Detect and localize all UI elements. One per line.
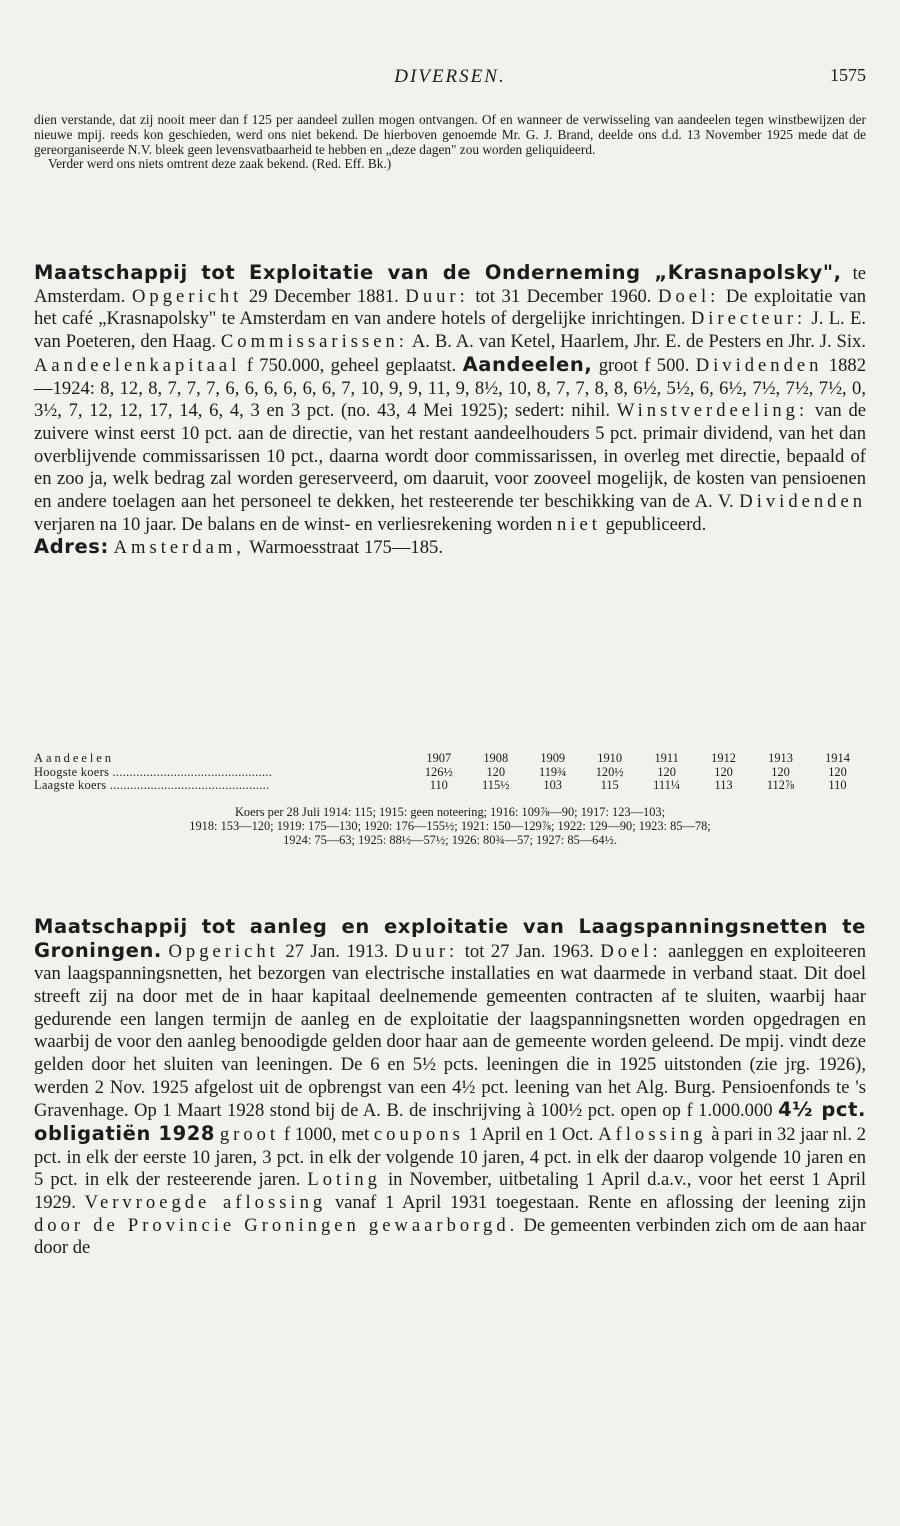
- field-label-doel: Doel:: [600, 940, 662, 962]
- table-cell: 115: [600, 778, 619, 793]
- koers-notes: [34, 805, 866, 847]
- field-doel: aanleggen en exploiteeren van laagspanningsnetten, het bezorgen van electrische installaties en wat daarmede in verband staat. Dit doel streeft zij na door met de in haar kapitaal deelnemende gemeenten contracten af te sluiten, waarbij haar gedurende een langen termijn de aanleg en de exploitatie der laagspanningsnetten worden opgedragen en waarbij de voor den aanleg benoodigde gelden door haar aan de gemeente worden geleend. De mpij. vindt deze gelden door het sluiten van leeningen. De 6 en 5½ pcts. leeningen die in 1925 uitstonden (zie jrg. 1926), werden 2 Nov. 1925 afgelost uit de opbrengst van een 4½ pct. leening van het Alg. Burg. Pensioenfonds te 's Gravenhage. Op 1 Maart 1928 stond bij de A. B. de inschrijving à 100½ pct. open op f 1.000.000: [34, 940, 867, 1122]
- field-winstverdeeling: van de zuivere winst eerst 10 pct. aan de directie, van het restant aandeelhouders 5 pct. primair dividend, van het dan overblijvende commissarissen 10 pct., daarna wordt door commissarissen, in overleg met directie, bepaald of en zoo ja, welk bedrag zal worden gereserveerd, om daaruit, voor zooveel mogelijk, de kosten van pensioenen en andere toelagen aan het personeel te dekken, het resteerende ter beschikking van de A. V.: [34, 400, 866, 513]
- field-kapitaal: f 750.000, geheel geplaatst.: [246, 354, 457, 376]
- field-duur: tot 27 Jan. 1963.: [464, 940, 594, 962]
- field-dividenden: 1882—1924: 8, 12, 8, 7, 7, 7, 6, 6, 6, 6, 6, 6, 7, 10, 9, 9, 11, 9, 8½, 10, 8, 7, 7, 8, 8, 6½, 5½, 6, 6½, 7½, 7½, 7½, 0, 3½, 7, 12, 12, 17, 14, 6, 4, 3 en 3 pct. (no. 43, 4 Mei 1925); sedert: nihil.: [34, 354, 866, 422]
- field-label-niet: niet: [557, 513, 601, 535]
- koers-note-line: 1924: 75—63; 1925: 88½—57½; 1926: 80¾—57; 1927: 85—64½.: [283, 833, 617, 847]
- entry-krasnapolsky: [34, 262, 866, 560]
- table-cell: 120: [657, 764, 676, 779]
- field-adres-street: Warmoesstraat 175—185.: [249, 537, 443, 559]
- year-cell: 1911: [654, 751, 679, 765]
- field-label-directeur: Directeur:: [690, 308, 807, 330]
- koers-note-line: 1918: 153—120; 1919: 175—130; 1920: 176—155½; 1921: 150—129⅞; 1922: 129—90; 1923: 85—78;: [189, 819, 711, 833]
- field-label-vervroegde: Vervroegde aflossing: [84, 1191, 327, 1213]
- year-cell: 1913: [768, 751, 793, 765]
- field-label-dividenden: Dividenden: [695, 354, 823, 376]
- field-label-doel: Doel:: [658, 285, 720, 307]
- field-label-winstverdeeling: Winstverdeeling:: [616, 400, 809, 422]
- field-label-commissarissen: Commissarissen:: [220, 331, 408, 353]
- field-label-opgericht: Opgericht: [168, 940, 279, 962]
- field-groot: f 1000, met: [283, 1123, 370, 1145]
- field-verjaren: verjaren na 10 jaar. De balans en de winst- en verliesrekening worden: [34, 513, 553, 535]
- continuation-text: dien verstande, dat zij nooit meer dan f 125 per aandeel zullen mogen ontvangen. Of en wanneer de verwisseling van aandeelen tegen winstbewijzen der nieuwe mpij. reeds kon geschieden, werd ons niet bekend. De hierboven genoemde Mr. G. J. Brand, deelde ons d.d. 13 November 1925 mede dat de gereorganiseerde N.V. bleek geen levensvatbaarheid te hebben en „deze dagen" zou worden geliquideerd.: [34, 112, 866, 157]
- table-cell: 120: [486, 764, 506, 779]
- field-aandeelen: groot f 500.: [598, 354, 690, 376]
- field-label-aflossing: Aflossing: [598, 1123, 707, 1145]
- table-cell: 113: [714, 778, 733, 793]
- field-opgericht: 27 Jan. 1913.: [285, 940, 389, 962]
- field-vervroegde: vanaf 1 April 1931 toegestaan. Rente en aflossing der leening zijn: [334, 1191, 867, 1213]
- field-loting: in November, uitbetaling 1 April d.a.v., voor het eerst 1 April 1929.: [34, 1169, 866, 1213]
- previous-entry-continuation: [34, 113, 866, 172]
- editorial-note: Verder werd ons niets omtrent deze zaak bekend. (Red. Eff. Bk.): [48, 156, 392, 172]
- table-cell: 110: [828, 778, 847, 793]
- field-label-verjaren: Dividenden: [739, 491, 867, 513]
- year-cell: 1912: [711, 751, 736, 765]
- company-name: Maatschappij tot Exploitatie van de Onderneming „Krasnapolsky",: [34, 261, 842, 284]
- field-label-aandeelen: Aandeelen,: [462, 352, 593, 376]
- field-label-kapitaal: Aandeelenkapitaal: [34, 354, 241, 376]
- table-cell: 111¼: [653, 778, 681, 793]
- table-cell: 110: [429, 778, 448, 793]
- field-label-coupons: coupons: [373, 1123, 464, 1145]
- year-cell: 1907: [426, 751, 452, 765]
- year-cell: 1908: [483, 751, 509, 765]
- table-row: [34, 779, 866, 793]
- field-adres-city: Amsterdam,: [113, 537, 245, 559]
- field-label-opgericht: Opgericht: [131, 285, 243, 307]
- field-doel: De exploitatie van het café „Krasnapolsky" te Amsterdam en van andere hotels of dergelijke inrichtingen.: [34, 285, 867, 330]
- field-aflossing: à pari in 32 jaar nl. 2 pct. in elk der eerste 10 jaren, 3 pct. in elk der volgende 10 jaren, 4 pct. in elk der daarop volgende 10 jaren en 5 pct. in elk der resteerende jaren.: [34, 1123, 867, 1191]
- table-header-row: [34, 752, 866, 766]
- field-door-provincie: door de Provincie Groningen gewaarborgd.: [34, 1214, 519, 1236]
- field-label-duur: Duur:: [405, 285, 469, 307]
- page-header: [34, 62, 866, 92]
- field-tail: De gemeenten verbinden zich om de aan haar door de: [34, 1214, 866, 1259]
- field-obligatien: 4½ pct. obligatiën 1928: [34, 1098, 866, 1145]
- field-gepubliceerd: gepubliceerd.: [605, 513, 707, 535]
- company-name: Maatschappij tot aanleg en exploitatie van Laagspanningsnetten te Groningen.: [34, 915, 866, 962]
- entry-laagspanningsnetten: [34, 916, 866, 1260]
- company-location: te Amsterdam.: [34, 263, 866, 307]
- field-opgericht: 29 December 1881.: [248, 285, 399, 307]
- page-number: 1575: [830, 65, 866, 85]
- table-row: [34, 766, 866, 780]
- row-label: Hoogste koers ...............................................: [34, 764, 273, 779]
- table-cell: 120: [828, 764, 847, 779]
- running-title: DIVERSEN.: [394, 66, 506, 87]
- year-cell: 1914: [825, 751, 850, 765]
- table-header-label: Aandeelen: [34, 751, 114, 765]
- field-coupons: 1 April en 1 Oct.: [468, 1123, 594, 1145]
- price-table: [34, 752, 866, 793]
- field-label-adres: Adres:: [34, 535, 109, 559]
- field-label-duur: Duur:: [394, 940, 459, 962]
- field-commissarissen: A. B. A. van Ketel, Haarlem, Jhr. E. de Pesters en Jhr. J. Six.: [411, 331, 866, 353]
- year-cell: 1910: [597, 751, 623, 765]
- table-cell: 119¾: [539, 764, 567, 779]
- field-duur: tot 31 December 1960.: [475, 285, 652, 307]
- field-directeur: J. L. E. van Poeteren, den Haag.: [34, 308, 867, 353]
- year-cell: 1909: [540, 751, 566, 765]
- table-cell: 120: [771, 764, 790, 779]
- table-cell: 120½: [595, 764, 624, 779]
- table-cell: 120: [714, 764, 733, 779]
- koers-note-line: Koers per 28 Juli 1914: 115; 1915: geen noteering; 1916: 109⅞—90; 1917: 123—103;: [234, 805, 666, 819]
- row-label: Laagste koers ...............................................: [34, 778, 270, 793]
- table-cell: 115½: [482, 778, 510, 793]
- field-label-groot: groot: [219, 1123, 280, 1145]
- table-cell: 112⅞: [766, 778, 795, 793]
- table-cell: 126½: [424, 764, 453, 779]
- field-label-loting: Loting: [307, 1169, 381, 1191]
- table-cell: 103: [543, 778, 562, 793]
